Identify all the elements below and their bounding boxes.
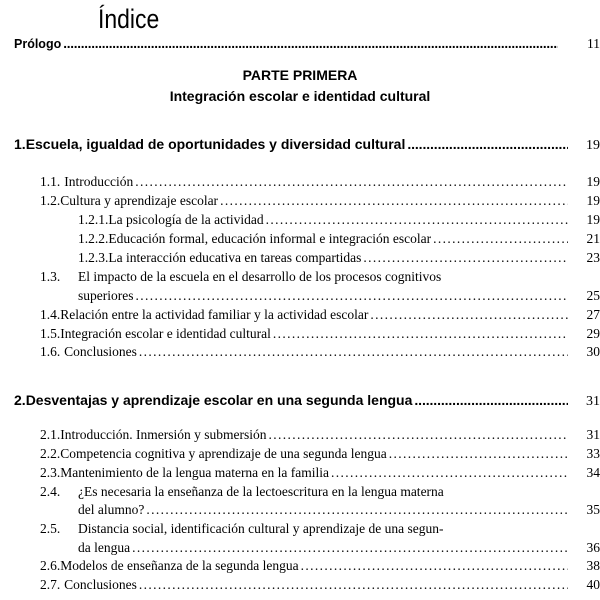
toc-section[interactable] [0,172,600,191]
page-number: 38 [586,558,600,573]
toc-section[interactable] [0,575,600,594]
index-title: Índice [98,4,160,34]
section-number: 1.2. [40,193,61,208]
leader-dots [301,556,568,575]
toc-section[interactable] [0,444,600,463]
section-title: Introducción. Inmersión y submersión [60,427,267,442]
section-title: Modelos de enseñanza de la segunda lengua [60,558,299,573]
section-title: Educación formal, educación informal e integración escolar [108,231,432,246]
leader-dots [139,342,568,361]
chapter-title: Desventajas y aprendizaje escolar en una segunda lengua [25,392,413,408]
section-title: El impacto de la escuela en el desarrollo de los procesos cognitivos [78,269,442,284]
page-number: 19 [586,212,600,227]
page-number: 31 [586,427,600,442]
leader-dots [63,34,558,53]
page-number: 35 [586,502,600,517]
toc-section[interactable] [0,463,600,482]
leader-dots [132,538,568,557]
section-number: 1.2.1. [78,212,109,227]
toc-section[interactable] [0,342,600,361]
toc-section[interactable] [0,305,600,324]
section-title: Cultura y aprendizaje escolar [60,193,219,208]
leader-dots [407,135,568,154]
section-title: La psicología de la actividad [108,212,264,227]
section-title: Relación entre la actividad familiar y la actividad escolar [60,307,369,322]
section-number: 1.6. [40,344,61,359]
leader-dots [135,172,568,191]
toc-section[interactable] [0,556,600,575]
section-title: Distancia social, identificación cultural y aprendizaje de una segun- [78,521,444,536]
leader-dots [363,248,568,267]
toc-section-continuation[interactable] [0,500,600,519]
page-number: 23 [586,250,600,265]
part-heading: PARTE PRIMERA [242,67,358,83]
section-number: 1.1. [40,174,61,189]
page-number: 34 [586,465,600,480]
chapter-number: 1. [14,136,26,152]
leader-dots [273,324,568,343]
toc-entry-prologo[interactable] [0,34,600,53]
chapter-heading[interactable] [0,391,600,410]
page-number: 19 [586,138,600,153]
page-number: 40 [586,577,600,592]
section-number: 1.3. [40,269,61,284]
section-title: La interacción educativa en tareas compartidas [108,250,362,265]
section-title-continuation: del alumno? [78,502,145,517]
section-number: 2.4. [40,484,61,499]
leader-dots [146,500,568,519]
leader-dots [139,575,568,594]
section-title: Introducción [64,174,134,189]
leader-dots [220,191,568,210]
leader-dots [370,305,568,324]
toc-subsection[interactable] [0,248,600,267]
page-number: 29 [586,326,600,341]
leader-dots [266,210,568,229]
section-title: Integración escolar e identidad cultural [60,326,271,341]
section-number: 1.5. [40,326,61,341]
toc-section[interactable] [0,191,600,210]
part-subtitle: Integración escolar e identidad cultural [169,88,431,104]
chapter-title: Escuela, igualdad de oportunidades y diversidad cultural [25,136,406,152]
section-number: 2.6. [40,558,61,573]
leader-dots [414,391,568,410]
toc-subsection[interactable] [0,210,600,229]
toc-subsection[interactable] [0,229,600,248]
section-title: ¿Es necesaria la enseñanza de la lectoescritura en la lengua materna [78,484,444,499]
toc-section-continuation[interactable] [0,538,600,557]
section-title-continuation: superiores [78,288,134,303]
section-number: 2.7. [40,577,61,592]
section-number: 1.2.2. [78,231,109,246]
section-number: 2.1. [40,427,61,442]
leader-dots [268,425,568,444]
section-number: 2.2. [40,446,61,461]
leader-dots [135,286,568,305]
page-number: 36 [586,540,600,555]
toc-section[interactable] [0,519,600,538]
page-number: 19 [586,193,600,208]
toc-section[interactable] [0,324,600,343]
page-number: 21 [586,231,600,246]
section-title: Conclusiones [64,577,137,592]
toc-entry-label: Prólogo [14,37,62,51]
section-number: 1.4. [40,307,61,322]
chapter-heading[interactable] [0,135,600,154]
section-title: Mantenimiento de la lengua materna en la familia [60,465,330,480]
section-number: 2.5. [40,521,61,536]
toc-section[interactable] [0,267,600,286]
section-title: Competencia cognitiva y aprendizaje de una segunda lengua [60,446,387,461]
toc-section[interactable] [0,482,600,501]
page-number: 11 [587,36,600,51]
section-title: Conclusiones [64,344,137,359]
page-number: 19 [586,174,600,189]
page-number: 30 [586,344,600,359]
leader-dots [389,444,568,463]
section-number: 2.3. [40,465,61,480]
leader-dots [331,463,568,482]
page-number: 31 [586,394,600,409]
page-number: 27 [586,307,600,322]
page-number: 33 [586,446,600,461]
leader-dots [433,229,568,248]
chapter-number: 2. [14,392,26,408]
section-title-continuation: da lengua [78,540,131,555]
toc-section[interactable] [0,425,600,444]
page-number: 25 [586,288,600,303]
toc-section-continuation[interactable] [0,286,600,305]
section-number: 1.2.3. [78,250,109,265]
